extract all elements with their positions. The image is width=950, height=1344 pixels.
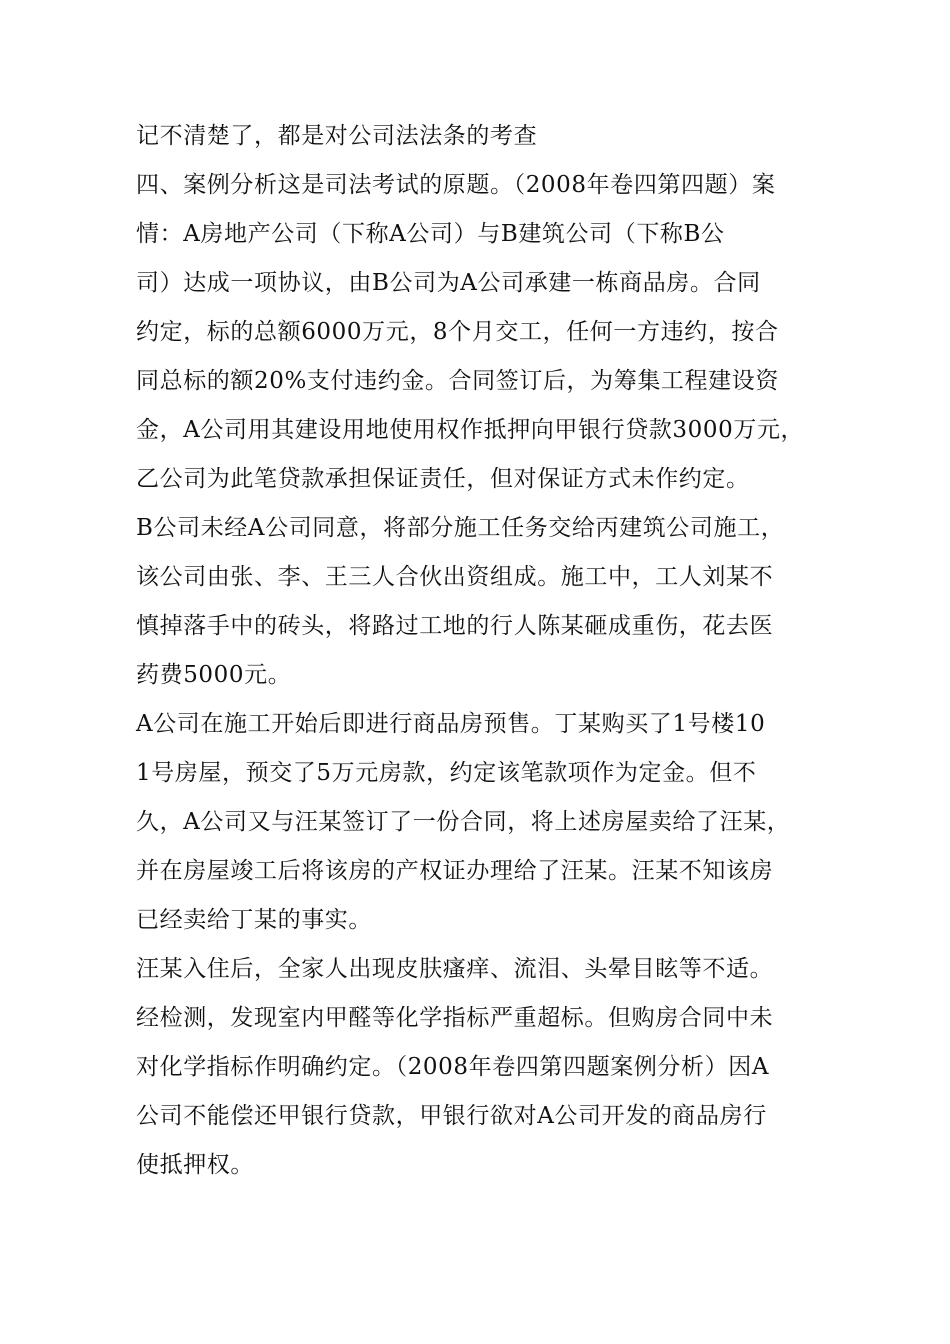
text-line: A公司在施工开始后即进行商品房预售。丁某购买了1号楼10 [136,711,766,737]
text-line: 对化学指标作明确约定。（2008年卷四第四题案例分析）因A [136,1054,770,1080]
text-line: 已经卖给丁某的事实。 [136,907,372,933]
text-line: 汪某入住后，全家人出现皮肤瘙痒、流泪、头晕目眩等不适。 [136,956,774,982]
text-line: 使抵押权。 [136,1152,254,1178]
text-line: 经检测，发现室内甲醛等化学指标严重超标。但购房合同中未 [136,1005,774,1031]
text-line: 记不清楚了，都是对公司法法条的考查 [136,123,538,149]
text-line: 情：A房地产公司（下称A公司）与B建筑公司（下称B公 [136,221,725,247]
text-line: 久，A公司又与汪某签订了一份合同，将上述房屋卖给了汪某， [136,809,791,835]
document-body [136,112,836,1190]
text-line: 公司不能偿还甲银行贷款，甲银行欲对A公司开发的商品房行 [136,1103,767,1129]
text-line: 同总标的额20%支付违约金。合同签订后，为筹集工程建设资 [136,368,779,394]
text-line: 药费5000元。 [136,662,292,688]
text-line: 该公司由张、李、王三人合伙出资组成。施工中，工人刘某不 [136,564,774,590]
text-line: 四、案例分析这是司法考试的原题。（2008年卷四第四题）案 [136,172,776,198]
text-line: 1号房屋，预交了5万元房款，约定该笔款项作为定金。但不 [136,760,757,786]
text-line: 司）达成一项协议，由B公司为A公司承建一栋商品房。合同 [136,270,761,296]
text-line: 并在房屋竣工后将该房的产权证办理给了汪某。汪某不知该房 [136,858,774,884]
text-line: 乙公司为此笔贷款承担保证责任，但对保证方式未作约定。 [136,466,750,492]
text-line: 慎掉落手中的砖头，将路过工地的行人陈某砸成重伤，花去医 [136,613,774,639]
text-line: 约定，标的总额6000万元，8个月交工，任何一方违约，按合 [136,319,779,345]
text-line: 金，A公司用其建设用地使用权作抵押向甲银行贷款3000万元， [136,417,805,443]
text-line: B公司未经A公司同意，将部分施工任务交给丙建筑公司施工， [136,515,785,541]
